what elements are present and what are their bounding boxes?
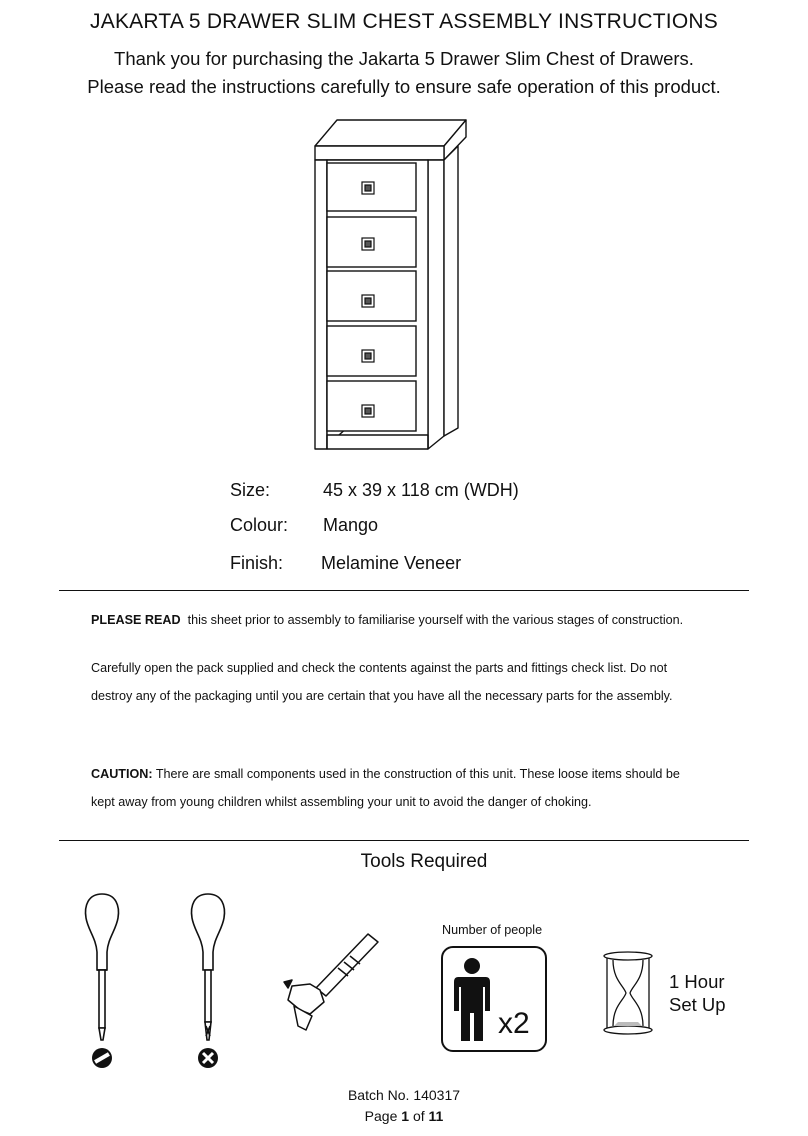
page-number: 1: [401, 1108, 410, 1124]
finish-value: Melamine Veneer: [321, 553, 462, 573]
page-title: JAKARTA 5 DRAWER SLIM CHEST ASSEMBLY INSTRUCTIONS: [90, 10, 718, 33]
caution-note: [91, 760, 751, 816]
pack-line-1: Carefully open the pack supplied and check the contents against the parts and fittings check list. Do not: [91, 661, 668, 675]
batch-number: Batch No. 140317: [347, 1087, 461, 1103]
please-read-note: [91, 606, 751, 634]
drawer-fronts: [327, 163, 416, 431]
divider-top: [59, 590, 749, 591]
page-prefix: Page: [364, 1108, 398, 1124]
person-icon: [452, 955, 492, 1045]
caution-line-2: kept away from young children whilst assembling your unit to avoid the danger of choking.: [91, 795, 592, 809]
size-label: Size:: [230, 480, 271, 500]
hammer-icon: [280, 930, 390, 1040]
phillips-screwdriver-icon: [178, 890, 238, 1070]
pack-line-2: destroy any of the packaging until you are certain that you have all the necessary parts for the assembly.: [91, 689, 673, 703]
setup-time-line-1: 1 Hour: [669, 971, 725, 992]
people-label: Number of people: [442, 923, 543, 937]
flathead-screwdriver-icon: [72, 890, 132, 1070]
people-count: x2: [498, 1007, 530, 1040]
chest-of-drawers-illustration: [0, 0, 808, 470]
finish-label: Finish:: [230, 553, 284, 573]
caution-line-1: There are small components used in the construction of this unit. These loose items should be: [155, 767, 680, 781]
page-total: 11: [428, 1108, 444, 1124]
tools-heading: Tools Required: [360, 851, 488, 872]
intro-line-2: Please read the instructions carefully to ensure safe operation of this product.: [87, 76, 721, 97]
please-read-text: this sheet prior to assembly to familiarise yourself with the various stages of construction.: [187, 613, 684, 627]
intro-line-1: Thank you for purchasing the Jakarta 5 Drawer Slim Chest of Drawers.: [114, 48, 694, 69]
divider-bottom: [59, 840, 749, 841]
pack-note: [91, 654, 751, 710]
page-of: of: [412, 1108, 425, 1124]
page-indicator: [0, 1108, 808, 1124]
colour-value: Mango: [323, 515, 379, 535]
hourglass-icon: [598, 950, 658, 1040]
caution-label: CAUTION:: [91, 767, 153, 781]
setup-time-line-2: Set Up: [669, 994, 726, 1015]
size-value: 45 x 39 x 118 cm (WDH): [323, 480, 519, 500]
colour-label: Colour:: [230, 515, 289, 535]
please-read-label: PLEASE READ: [91, 613, 181, 627]
